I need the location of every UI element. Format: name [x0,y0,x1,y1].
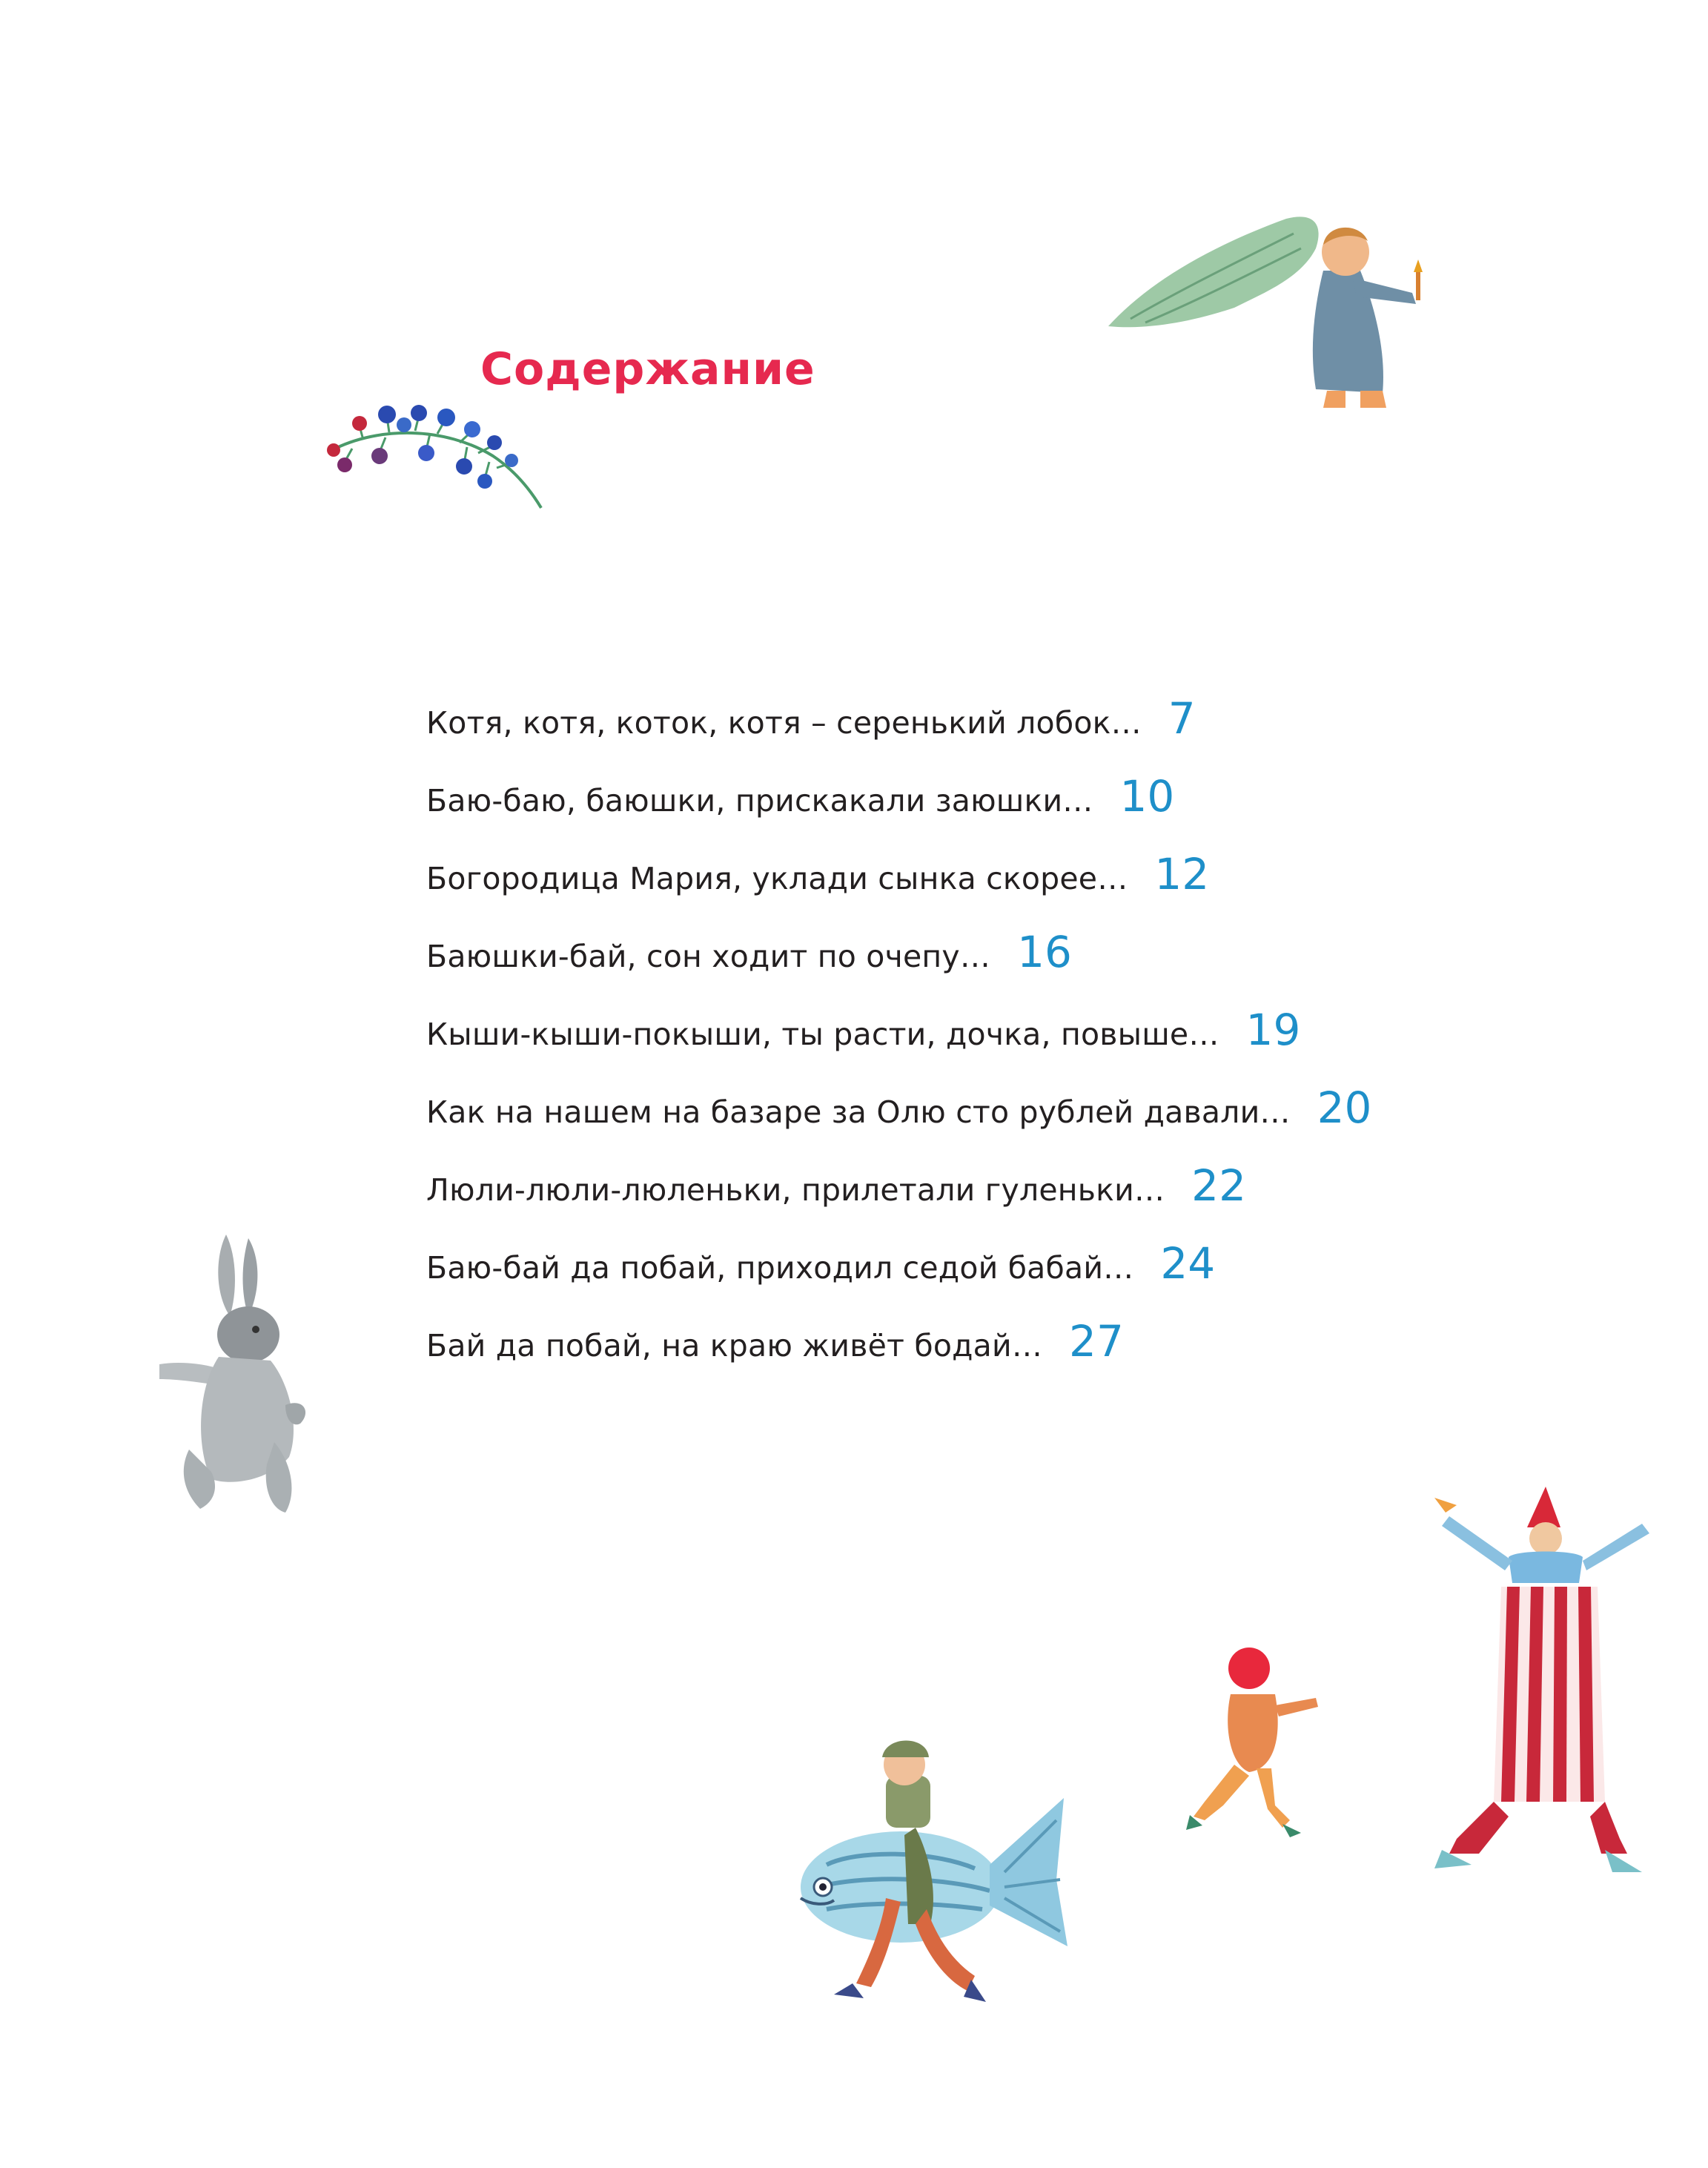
toc-entry-title: Богородица Мария, уклади сынка скорее… [426,861,1128,896]
toc-entry-title: Кыши-кыши-покыши, ты расти, дочка, повыше… [426,1017,1219,1052]
toc-entry[interactable] [426,1316,1124,1366]
running-child-illustration [1179,1639,1327,1839]
toc-entry-title: Как на нашем на базаре за Олю сто рублей давали… [426,1094,1291,1130]
toc-entry[interactable] [426,849,1209,899]
toc-entry[interactable] [426,927,1072,977]
angel-illustration [1101,182,1434,426]
jester-illustration [1427,1483,1657,1883]
toc-entry-page: 24 [1160,1238,1216,1289]
toc-entry-title: Люли-люли-люленьки, прилетали гуленьки… [426,1172,1165,1208]
toc-entry-page: 10 [1119,771,1175,822]
toc-entry[interactable] [426,771,1174,822]
toc-entry[interactable] [426,1238,1215,1289]
toc-entry-page: 22 [1191,1160,1246,1211]
toc-entry-page: 20 [1317,1083,1372,1133]
toc-entry-page: 19 [1245,1005,1301,1055]
toc-entry-page: 7 [1168,693,1196,744]
toc-entry[interactable] [426,693,1196,744]
page-title: Содержание [480,343,815,395]
toc-entry[interactable] [426,1005,1300,1055]
toc-entry-title: Баю-баю, баюшки, прискакали заюшки… [426,783,1093,819]
toc-entry-page: 27 [1069,1316,1124,1366]
toc-entry-page: 16 [1017,927,1072,977]
toc-entry-title: Баю-бай да побай, приходил седой бабай… [426,1250,1134,1286]
hare-illustration [145,1227,315,1524]
toc-entry-title: Баюшки-бай, сон ходит по очепу… [426,939,991,974]
toc-entry-page: 12 [1154,849,1210,899]
toc-entry-title: Котя, котя, коток, котя – серенький лобок… [426,705,1142,741]
toc-entry[interactable] [426,1083,1371,1133]
boy-with-fish-illustration [782,1731,1079,2028]
toc-entry-title: Бай да побай, на краю живёт бодай… [426,1328,1043,1364]
berry-branch-illustration [319,397,549,515]
toc-entry[interactable] [426,1160,1246,1211]
